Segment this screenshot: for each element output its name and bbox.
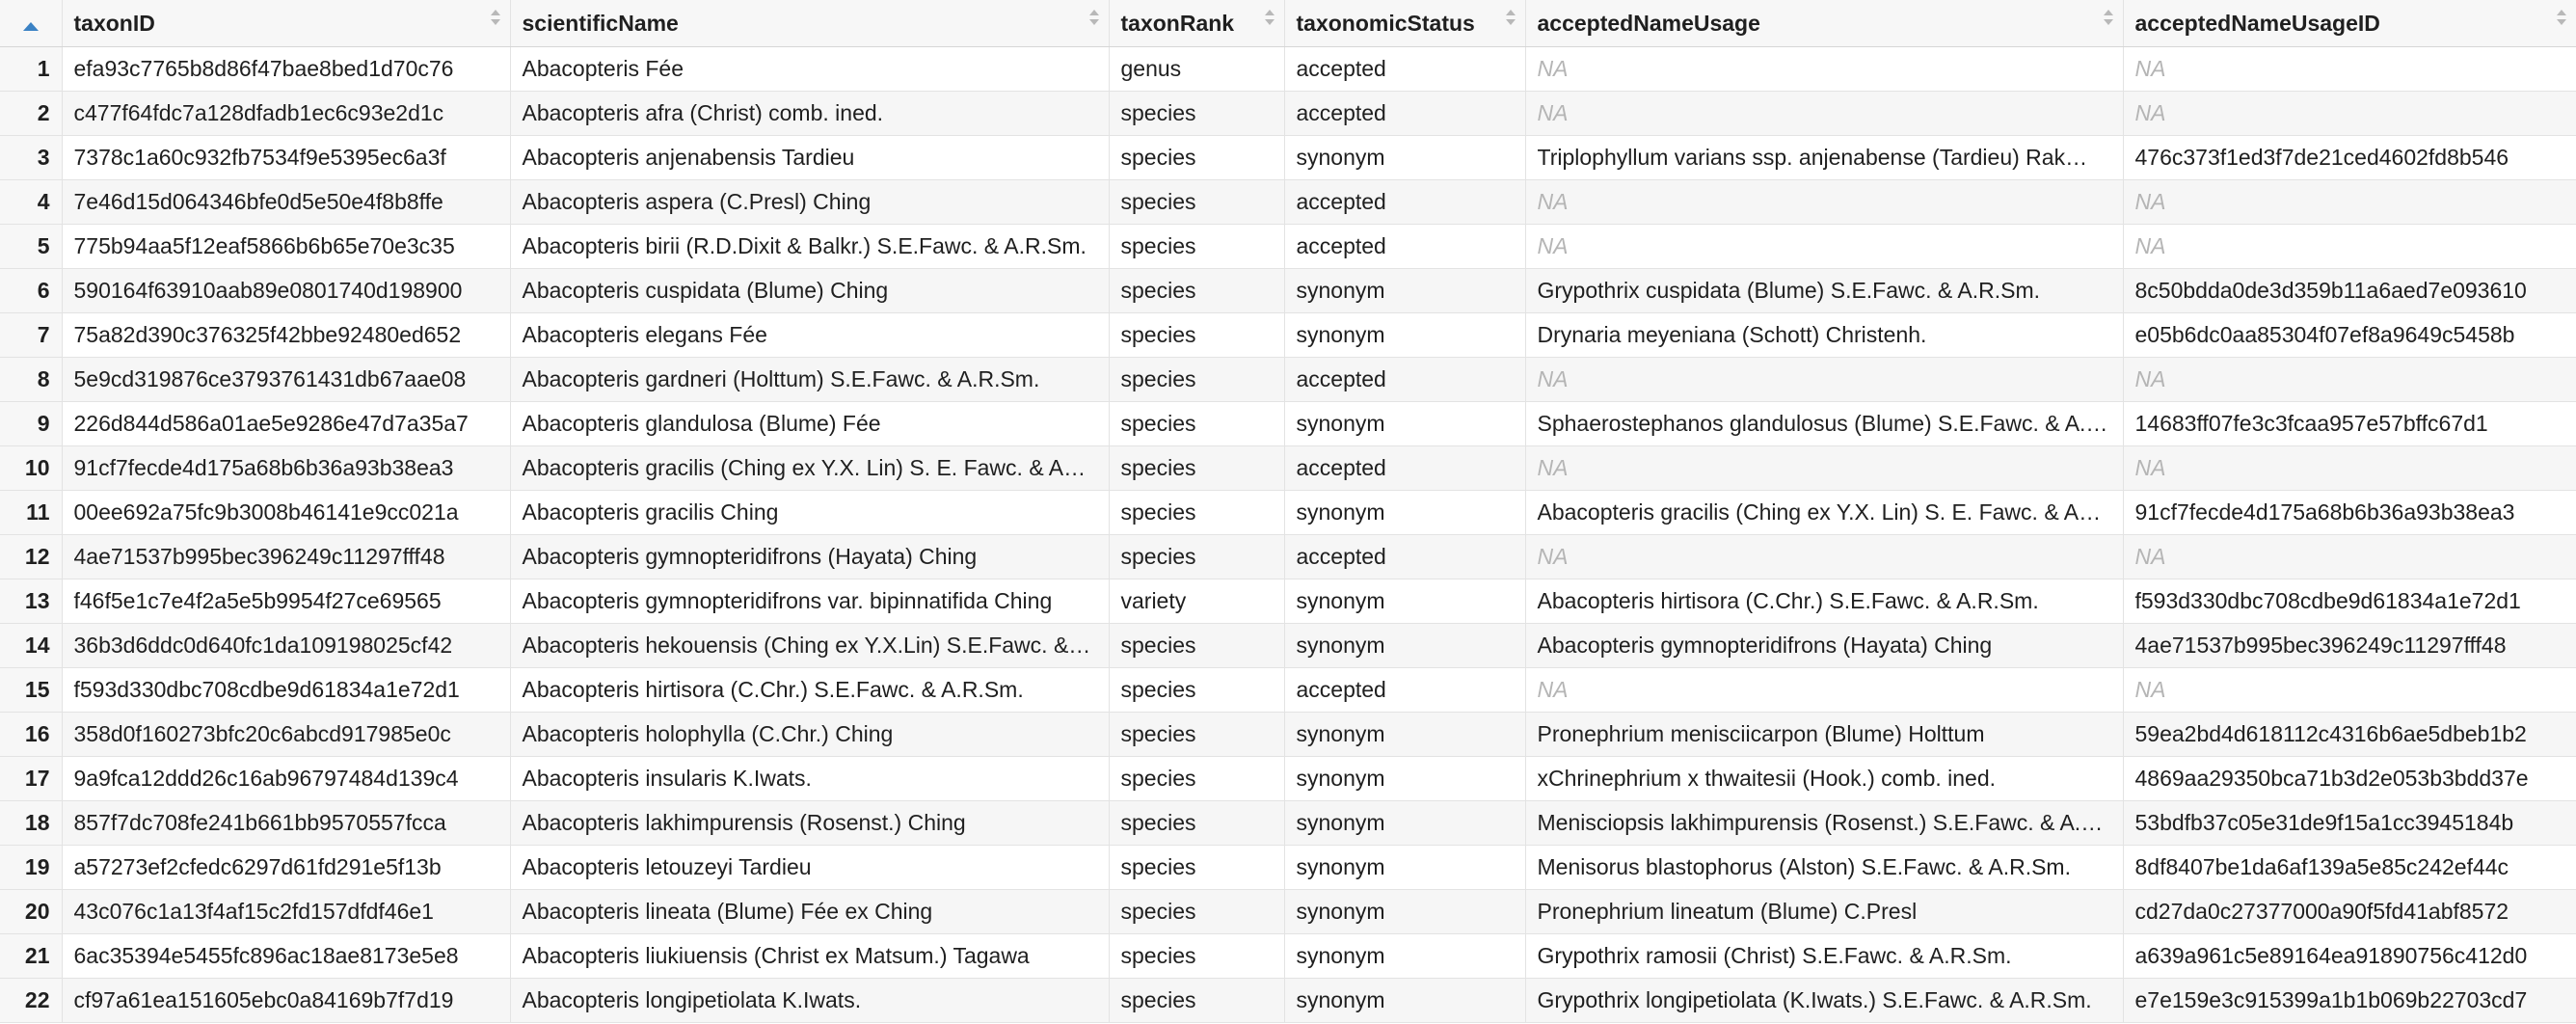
row-index: 4 <box>0 180 62 225</box>
table-row[interactable] <box>0 225 2576 269</box>
acceptedNameUsageID-cell[interactable]: 476c373f1ed3f7de21ced4602fd8b546 <box>2123 136 2576 180</box>
column-header-taxonID[interactable] <box>62 0 510 47</box>
column-header-taxonomicStatus[interactable] <box>1284 0 1525 47</box>
scientificName-cell[interactable]: Abacopteris gymnopteridifrons var. bipinnatifida Ching <box>510 579 1109 624</box>
taxonID-cell[interactable]: 91cf7fecde4d175a68b6b36a93b38ea3 <box>62 446 510 491</box>
table-row[interactable] <box>0 491 2576 535</box>
acceptedNameUsage-cell[interactable]: NA <box>1525 92 2123 136</box>
taxonomicStatus-cell[interactable]: synonym <box>1284 846 1525 890</box>
taxonID-cell[interactable]: 226d844d586a01ae5e9286e47d7a35a7 <box>62 402 510 446</box>
taxonID-cell[interactable]: f593d330dbc708cdbe9d61834a1e72d1 <box>62 668 510 713</box>
scientificName-cell[interactable]: Abacopteris aspera (C.Presl) Ching <box>510 180 1109 225</box>
table-body <box>0 47 2576 1023</box>
taxonID-cell[interactable]: cf97a61ea151605ebc0a84169b7f7d19 <box>62 979 510 1023</box>
scientificName-cell[interactable]: Abacopteris glandulosa (Blume) Fée <box>510 402 1109 446</box>
taxonID-cell[interactable]: 00ee692a75fc9b3008b46141e9cc021a <box>62 491 510 535</box>
table-row[interactable] <box>0 535 2576 579</box>
scientificName-cell[interactable]: Abacopteris cuspidata (Blume) Ching <box>510 269 1109 313</box>
acceptedNameUsage-cell[interactable]: xChrinephrium x thwaitesii (Hook.) comb. ined. <box>1525 757 2123 801</box>
scientificName-cell[interactable]: Abacopteris Fée <box>510 47 1109 92</box>
table-row[interactable] <box>0 713 2576 757</box>
table-row[interactable] <box>0 757 2576 801</box>
acceptedNameUsageID-cell[interactable]: 8df8407be1da6af139a5e85c242ef44c <box>2123 846 2576 890</box>
taxonRank-cell[interactable]: species <box>1109 269 1284 313</box>
taxonomicStatus-cell[interactable]: synonym <box>1284 624 1525 668</box>
table-row[interactable] <box>0 180 2576 225</box>
taxonRank-cell[interactable]: species <box>1109 979 1284 1023</box>
column-label-taxonRank: taxonRank <box>1120 10 1235 36</box>
taxonomicStatus-cell[interactable]: synonym <box>1284 313 1525 358</box>
taxonRank-cell[interactable]: species <box>1109 846 1284 890</box>
scientificName-cell[interactable]: Abacopteris gracilis Ching <box>510 491 1109 535</box>
taxonID-cell[interactable]: 36b3d6ddc0d640fc1da109198025cf42 <box>62 624 510 668</box>
acceptedNameUsage-cell[interactable]: NA <box>1525 446 2123 491</box>
table-row[interactable] <box>0 624 2576 668</box>
scientificName-cell[interactable]: Abacopteris letouzeyi Tardieu <box>510 846 1109 890</box>
taxonomicStatus-cell[interactable]: synonym <box>1284 890 1525 934</box>
table-row[interactable] <box>0 402 2576 446</box>
taxonRank-cell[interactable]: variety <box>1109 579 1284 624</box>
acceptedNameUsage-cell[interactable]: Drynaria meyeniana (Schott) Christenh. <box>1525 313 2123 358</box>
acceptedNameUsage-cell[interactable]: NA <box>1525 668 2123 713</box>
taxonomicStatus-cell[interactable]: accepted <box>1284 47 1525 92</box>
sort-toggle-icon[interactable] <box>491 8 500 29</box>
scientificName-cell[interactable]: Abacopteris liukiuensis (Christ ex Matsum.) Tagawa <box>510 934 1109 979</box>
scientificName-cell[interactable]: Abacopteris birii (R.D.Dixit & Balkr.) S.E.Fawc. & A.R.Sm. <box>510 225 1109 269</box>
taxonomicStatus-cell[interactable]: synonym <box>1284 136 1525 180</box>
scientificName-cell[interactable]: Abacopteris hirtisora (C.Chr.) S.E.Fawc. & A.R.Sm. <box>510 668 1109 713</box>
acceptedNameUsage-cell[interactable]: NA <box>1525 180 2123 225</box>
row-index: 20 <box>0 890 62 934</box>
taxonomicStatus-cell[interactable]: accepted <box>1284 446 1525 491</box>
acceptedNameUsageID-cell[interactable]: 53bdfb37c05e31de9f15a1cc3945184b <box>2123 801 2576 846</box>
taxonID-cell[interactable]: 4ae71537b995bec396249c11297fff48 <box>62 535 510 579</box>
taxonID-cell[interactable]: 75a82d390c376325f42bbe92480ed652 <box>62 313 510 358</box>
table-row[interactable] <box>0 934 2576 979</box>
row-index: 15 <box>0 668 62 713</box>
taxonID-cell[interactable]: 775b94aa5f12eaf5866b6b65e70e3c35 <box>62 225 510 269</box>
scientificName-cell[interactable]: Abacopteris anjenabensis Tardieu <box>510 136 1109 180</box>
sort-toggle-icon[interactable] <box>1265 8 1275 29</box>
taxonID-cell[interactable]: 358d0f160273bfc20c6abcd917985e0c <box>62 713 510 757</box>
taxonomicStatus-cell[interactable]: synonym <box>1284 757 1525 801</box>
taxonRank-cell[interactable]: species <box>1109 890 1284 934</box>
row-index: 9 <box>0 402 62 446</box>
taxonomicStatus-cell[interactable]: synonym <box>1284 801 1525 846</box>
table-row[interactable] <box>0 358 2576 402</box>
taxonRank-cell[interactable]: species <box>1109 225 1284 269</box>
row-index: 18 <box>0 801 62 846</box>
row-index: 5 <box>0 225 62 269</box>
acceptedNameUsageID-cell[interactable]: 8c50bdda0de3d359b11a6aed7e093610 <box>2123 269 2576 313</box>
row-index-header[interactable] <box>0 0 62 47</box>
taxonomicStatus-cell[interactable]: synonym <box>1284 934 1525 979</box>
taxonomicStatus-cell[interactable]: synonym <box>1284 491 1525 535</box>
scientificName-cell[interactable]: Abacopteris elegans Fée <box>510 313 1109 358</box>
taxonID-cell[interactable]: 5e9cd319876ce3793761431db67aae08 <box>62 358 510 402</box>
taxonID-cell[interactable]: 6ac35394e5455fc896ac18ae8173e5e8 <box>62 934 510 979</box>
acceptedNameUsage-cell[interactable]: Menisorus blastophorus (Alston) S.E.Fawc. & A.R.Sm. <box>1525 846 2123 890</box>
taxonID-cell[interactable]: 7378c1a60c932fb7534f9e5395ec6a3f <box>62 136 510 180</box>
row-index: 1 <box>0 47 62 92</box>
taxonRank-cell[interactable]: species <box>1109 92 1284 136</box>
acceptedNameUsageID-cell[interactable]: NA <box>2123 535 2576 579</box>
column-header-acceptedNameUsage[interactable] <box>1525 0 2123 47</box>
taxonID-cell[interactable]: f46f5e1c7e4f2a5e5b9954f27ce69565 <box>62 579 510 624</box>
taxonRank-cell[interactable]: species <box>1109 801 1284 846</box>
acceptedNameUsageID-cell[interactable]: e05b6dc0aa85304f07ef8a9649c5458b <box>2123 313 2576 358</box>
taxonRank-cell[interactable]: species <box>1109 624 1284 668</box>
acceptedNameUsage-cell[interactable]: Grypothrix ramosii (Christ) S.E.Fawc. & A.R.Sm. <box>1525 934 2123 979</box>
acceptedNameUsage-cell[interactable]: Pronephrium lineatum (Blume) C.Presl <box>1525 890 2123 934</box>
taxonomicStatus-cell[interactable]: synonym <box>1284 402 1525 446</box>
table-row[interactable] <box>0 579 2576 624</box>
table-row[interactable] <box>0 313 2576 358</box>
taxonID-cell[interactable]: efa93c7765b8d86f47bae8bed1d70c76 <box>62 47 510 92</box>
table-row[interactable] <box>0 446 2576 491</box>
acceptedNameUsageID-cell[interactable]: 4869aa29350bca71b3d2e053b3bdd37e <box>2123 757 2576 801</box>
table-row[interactable] <box>0 846 2576 890</box>
acceptedNameUsageID-cell[interactable]: NA <box>2123 180 2576 225</box>
taxonID-cell[interactable]: 590164f63910aab89e0801740d198900 <box>62 269 510 313</box>
scientificName-cell[interactable]: Abacopteris hekouensis (Ching ex Y.X.Lin) S.E.Fawc. &… <box>510 624 1109 668</box>
acceptedNameUsage-cell[interactable]: NA <box>1525 535 2123 579</box>
taxonomicStatus-cell[interactable]: synonym <box>1284 269 1525 313</box>
table-header <box>0 0 2576 47</box>
taxonRank-cell[interactable]: species <box>1109 934 1284 979</box>
taxonRank-cell[interactable]: species <box>1109 535 1284 579</box>
acceptedNameUsageID-cell[interactable]: NA <box>2123 47 2576 92</box>
taxonRank-cell[interactable]: species <box>1109 313 1284 358</box>
row-index: 12 <box>0 535 62 579</box>
taxonID-cell[interactable]: a57273ef2cfedc6297d61fd291e5f13b <box>62 846 510 890</box>
taxonRank-cell[interactable]: species <box>1109 446 1284 491</box>
column-header-taxonRank[interactable] <box>1109 0 1284 47</box>
acceptedNameUsageID-cell[interactable]: NA <box>2123 92 2576 136</box>
scientificName-cell[interactable]: Abacopteris lakhimpurensis (Rosenst.) Ching <box>510 801 1109 846</box>
taxonomicStatus-cell[interactable]: accepted <box>1284 225 1525 269</box>
acceptedNameUsageID-cell[interactable]: NA <box>2123 225 2576 269</box>
row-index: 22 <box>0 979 62 1023</box>
row-index: 11 <box>0 491 62 535</box>
taxonRank-cell[interactable]: species <box>1109 136 1284 180</box>
acceptedNameUsage-cell[interactable]: Abacopteris hirtisora (C.Chr.) S.E.Fawc. & A.R.Sm. <box>1525 579 2123 624</box>
acceptedNameUsageID-cell[interactable]: 4ae71537b995bec396249c11297fff48 <box>2123 624 2576 668</box>
taxonRank-cell[interactable]: species <box>1109 757 1284 801</box>
taxonomicStatus-cell[interactable]: synonym <box>1284 979 1525 1023</box>
row-index: 13 <box>0 579 62 624</box>
taxonomicStatus-cell[interactable]: synonym <box>1284 713 1525 757</box>
acceptedNameUsage-cell[interactable]: NA <box>1525 225 2123 269</box>
scientificName-cell[interactable]: Abacopteris afra (Christ) comb. ined. <box>510 92 1109 136</box>
taxonRank-cell[interactable]: species <box>1109 668 1284 713</box>
acceptedNameUsageID-cell[interactable]: 59ea2bd4d618112c4316b6ae5dbeb1b2 <box>2123 713 2576 757</box>
acceptedNameUsageID-cell[interactable]: 91cf7fecde4d175a68b6b36a93b38ea3 <box>2123 491 2576 535</box>
acceptedNameUsage-cell[interactable]: Abacopteris gracilis (Ching ex Y.X. Lin) S. E. Fawc. & A… <box>1525 491 2123 535</box>
table-row[interactable] <box>0 890 2576 934</box>
acceptedNameUsageID-cell[interactable]: f593d330dbc708cdbe9d61834a1e72d1 <box>2123 579 2576 624</box>
row-index: 2 <box>0 92 62 136</box>
taxonRank-cell[interactable]: species <box>1109 713 1284 757</box>
acceptedNameUsageID-cell[interactable]: a639a961c5e89164ea91890756c412d0 <box>2123 934 2576 979</box>
row-index: 17 <box>0 757 62 801</box>
acceptedNameUsageID-cell[interactable]: NA <box>2123 358 2576 402</box>
taxonID-cell[interactable]: c477f64fdc7a128dfadb1ec6c93e2d1c <box>62 92 510 136</box>
taxonomicStatus-cell[interactable]: accepted <box>1284 358 1525 402</box>
sort-ascending-icon <box>23 22 39 31</box>
sort-toggle-icon[interactable] <box>1089 8 1099 29</box>
sort-toggle-icon[interactable] <box>2104 8 2113 29</box>
taxonRank-cell[interactable]: species <box>1109 402 1284 446</box>
column-label-taxonomicStatus: taxonomicStatus <box>1296 10 1475 36</box>
acceptedNameUsage-cell[interactable]: NA <box>1525 358 2123 402</box>
acceptedNameUsage-cell[interactable]: Grypothrix cuspidata (Blume) S.E.Fawc. & A.R.Sm. <box>1525 269 2123 313</box>
taxonomicStatus-cell[interactable]: accepted <box>1284 668 1525 713</box>
acceptedNameUsageID-cell[interactable]: cd27da0c27377000a90f5fd41abf8572 <box>2123 890 2576 934</box>
column-header-acceptedNameUsageID[interactable] <box>2123 0 2576 47</box>
acceptedNameUsage-cell[interactable]: NA <box>1525 47 2123 92</box>
acceptedNameUsage-cell[interactable]: Abacopteris gymnopteridifrons (Hayata) Ching <box>1525 624 2123 668</box>
row-index: 16 <box>0 713 62 757</box>
taxonomicStatus-cell[interactable]: accepted <box>1284 92 1525 136</box>
taxonRank-cell[interactable]: species <box>1109 180 1284 225</box>
table-row[interactable] <box>0 92 2576 136</box>
column-header-scientificName[interactable] <box>510 0 1109 47</box>
row-index: 19 <box>0 846 62 890</box>
taxonID-cell[interactable]: 857f7dc708fe241b661bb9570557fcca <box>62 801 510 846</box>
acceptedNameUsage-cell[interactable]: Triplophyllum varians ssp. anjenabense (Tardieu) Rak… <box>1525 136 2123 180</box>
row-index: 6 <box>0 269 62 313</box>
table-row[interactable] <box>0 668 2576 713</box>
row-index: 3 <box>0 136 62 180</box>
row-index: 7 <box>0 313 62 358</box>
sort-toggle-icon[interactable] <box>1506 8 1516 29</box>
acceptedNameUsage-cell[interactable]: Menisciopsis lakhimpurensis (Rosenst.) S.E.Fawc. & A.… <box>1525 801 2123 846</box>
acceptedNameUsage-cell[interactable]: Pronephrium menisciicarpon (Blume) Holttum <box>1525 713 2123 757</box>
column-label-taxonID: taxonID <box>73 10 155 36</box>
row-index: 10 <box>0 446 62 491</box>
scientificName-cell[interactable]: Abacopteris longipetiolata K.Iwats. <box>510 979 1109 1023</box>
column-label-acceptedNameUsageID: acceptedNameUsageID <box>2134 10 2380 36</box>
taxonRank-cell[interactable]: genus <box>1109 47 1284 92</box>
row-index: 21 <box>0 934 62 979</box>
taxonomicStatus-cell[interactable]: synonym <box>1284 579 1525 624</box>
taxonID-cell[interactable]: 7e46d15d064346bfe0d5e50e4f8b8ffe <box>62 180 510 225</box>
acceptedNameUsageID-cell[interactable]: NA <box>2123 446 2576 491</box>
scientificName-cell[interactable]: Abacopteris gymnopteridifrons (Hayata) Ching <box>510 535 1109 579</box>
table-row[interactable] <box>0 269 2576 313</box>
acceptedNameUsageID-cell[interactable]: 14683ff07fe3c3fcaa957e57bffc67d1 <box>2123 402 2576 446</box>
column-label-scientificName: scientificName <box>522 10 679 36</box>
sort-toggle-icon[interactable] <box>2557 8 2566 29</box>
table-row[interactable] <box>0 979 2576 1023</box>
taxonomicStatus-cell[interactable]: accepted <box>1284 180 1525 225</box>
scientificName-cell[interactable]: Abacopteris gardneri (Holttum) S.E.Fawc. & A.R.Sm. <box>510 358 1109 402</box>
acceptedNameUsage-cell[interactable]: Grypothrix longipetiolata (K.Iwats.) S.E.Fawc. & A.R.Sm. <box>1525 979 2123 1023</box>
taxonID-cell[interactable]: 9a9fca12ddd26c16ab96797484d139c4 <box>62 757 510 801</box>
acceptedNameUsageID-cell[interactable]: NA <box>2123 668 2576 713</box>
acceptedNameUsageID-cell[interactable]: e7e159e3c915399a1b1b069b22703cd7 <box>2123 979 2576 1023</box>
taxonRank-cell[interactable]: species <box>1109 358 1284 402</box>
column-label-acceptedNameUsage: acceptedNameUsage <box>1537 10 1760 36</box>
acceptedNameUsage-cell[interactable]: Sphaerostephanos glandulosus (Blume) S.E.Fawc. & A.… <box>1525 402 2123 446</box>
table-row[interactable] <box>0 136 2576 180</box>
scientificName-cell[interactable]: Abacopteris lineata (Blume) Fée ex Ching <box>510 890 1109 934</box>
taxonRank-cell[interactable]: species <box>1109 491 1284 535</box>
scientificName-cell[interactable]: Abacopteris insularis K.Iwats. <box>510 757 1109 801</box>
table-row[interactable] <box>0 801 2576 846</box>
taxonomicStatus-cell[interactable]: accepted <box>1284 535 1525 579</box>
scientificName-cell[interactable]: Abacopteris holophylla (C.Chr.) Ching <box>510 713 1109 757</box>
row-index: 8 <box>0 358 62 402</box>
taxonID-cell[interactable]: 43c076c1a13f4af15c2fd157dfdf46e1 <box>62 890 510 934</box>
row-index: 14 <box>0 624 62 668</box>
table-row[interactable] <box>0 47 2576 92</box>
scientificName-cell[interactable]: Abacopteris gracilis (Ching ex Y.X. Lin) S. E. Fawc. & A… <box>510 446 1109 491</box>
